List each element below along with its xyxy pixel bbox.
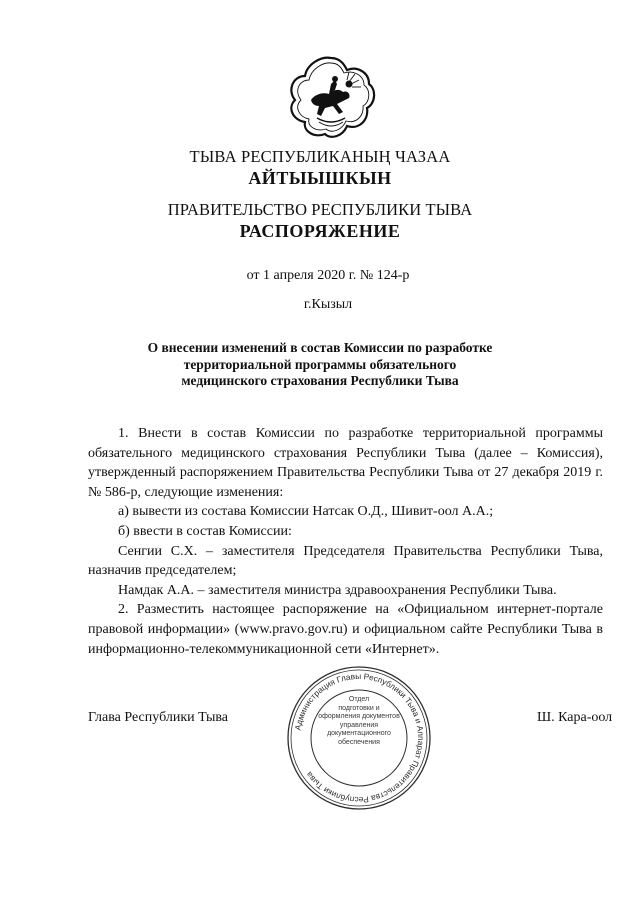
body-paragraph: Намдак А.А. – заместителя министра здравоохранения Республики Тыва. <box>118 582 557 598</box>
body-paragraph: а) вывести из состава Комиссии Натсак О.Д., Шивит-оол А.А.; <box>118 504 494 520</box>
title-line: О внесении изменений в состав Комиссии по разработке <box>147 340 493 355</box>
title-line: территориальной программы обязательного <box>183 356 457 372</box>
signatory-role: Глава Республики Тыва <box>88 710 229 725</box>
body-paragraph: Сенгии С.Х. – заместителя Председателя Правительства Республики Тыва, назначив председателем; <box>88 543 603 579</box>
body-paragraph: 1. Внести в состав Комиссии по разработке территориальной программы обязательного медицинского страхования Республики Тыва (далее – Комиссия), утвержденный распоряжением Правительства Республики Тыва от 27 декабря 2019 г. № 586-р, следующие изменения: <box>88 426 603 500</box>
document-date-number: от 1 апреля 2020 г. № 124-р <box>246 268 410 283</box>
stamp-center-text <box>317 696 401 748</box>
tuva-document-type: АЙТЫЫШКЫН <box>248 168 392 188</box>
document-type: РАСПОРЯЖЕНИЕ <box>239 221 401 241</box>
stamp-line: Отдел <box>348 696 370 703</box>
body-paragraph: 2. Разместить настоящее распоряжение на «Официальном интернет-портале правовой информации» (www.pravo.gov.ru) и официальном сайте Республики Тыва в информационно-телекоммуникационной сети «Интернет». <box>88 602 603 657</box>
stamp-line: обеспечения <box>338 738 380 746</box>
tuva-coat-of-arms-icon <box>285 54 377 142</box>
stamp-line: управления <box>339 721 379 729</box>
document-title <box>0 340 640 390</box>
stamp-line: подготовки и <box>338 704 380 712</box>
stamp-line: оформления документов <box>318 713 400 721</box>
stamp-line: документационного <box>327 730 391 738</box>
signatory-name: Ш. Кара-оол <box>537 710 613 725</box>
document-city: г.Кызыл <box>303 297 353 312</box>
tuva-government-name: ТЫВА РЕСПУБЛИКАНЫҢ ЧАЗАА <box>189 147 451 166</box>
document-body <box>88 424 603 659</box>
stamp-ring-text: Администрация Главы Республики Тыва и Аппарат Правительства Республики Тыва <box>292 670 427 806</box>
title-line: медицинского страхования Республики Тыва <box>181 373 459 388</box>
body-paragraph: б) ввести в состав Комиссии: <box>118 523 292 539</box>
government-name: ПРАВИТЕЛЬСТВО РЕСПУБЛИКИ ТЫВА <box>167 200 473 219</box>
